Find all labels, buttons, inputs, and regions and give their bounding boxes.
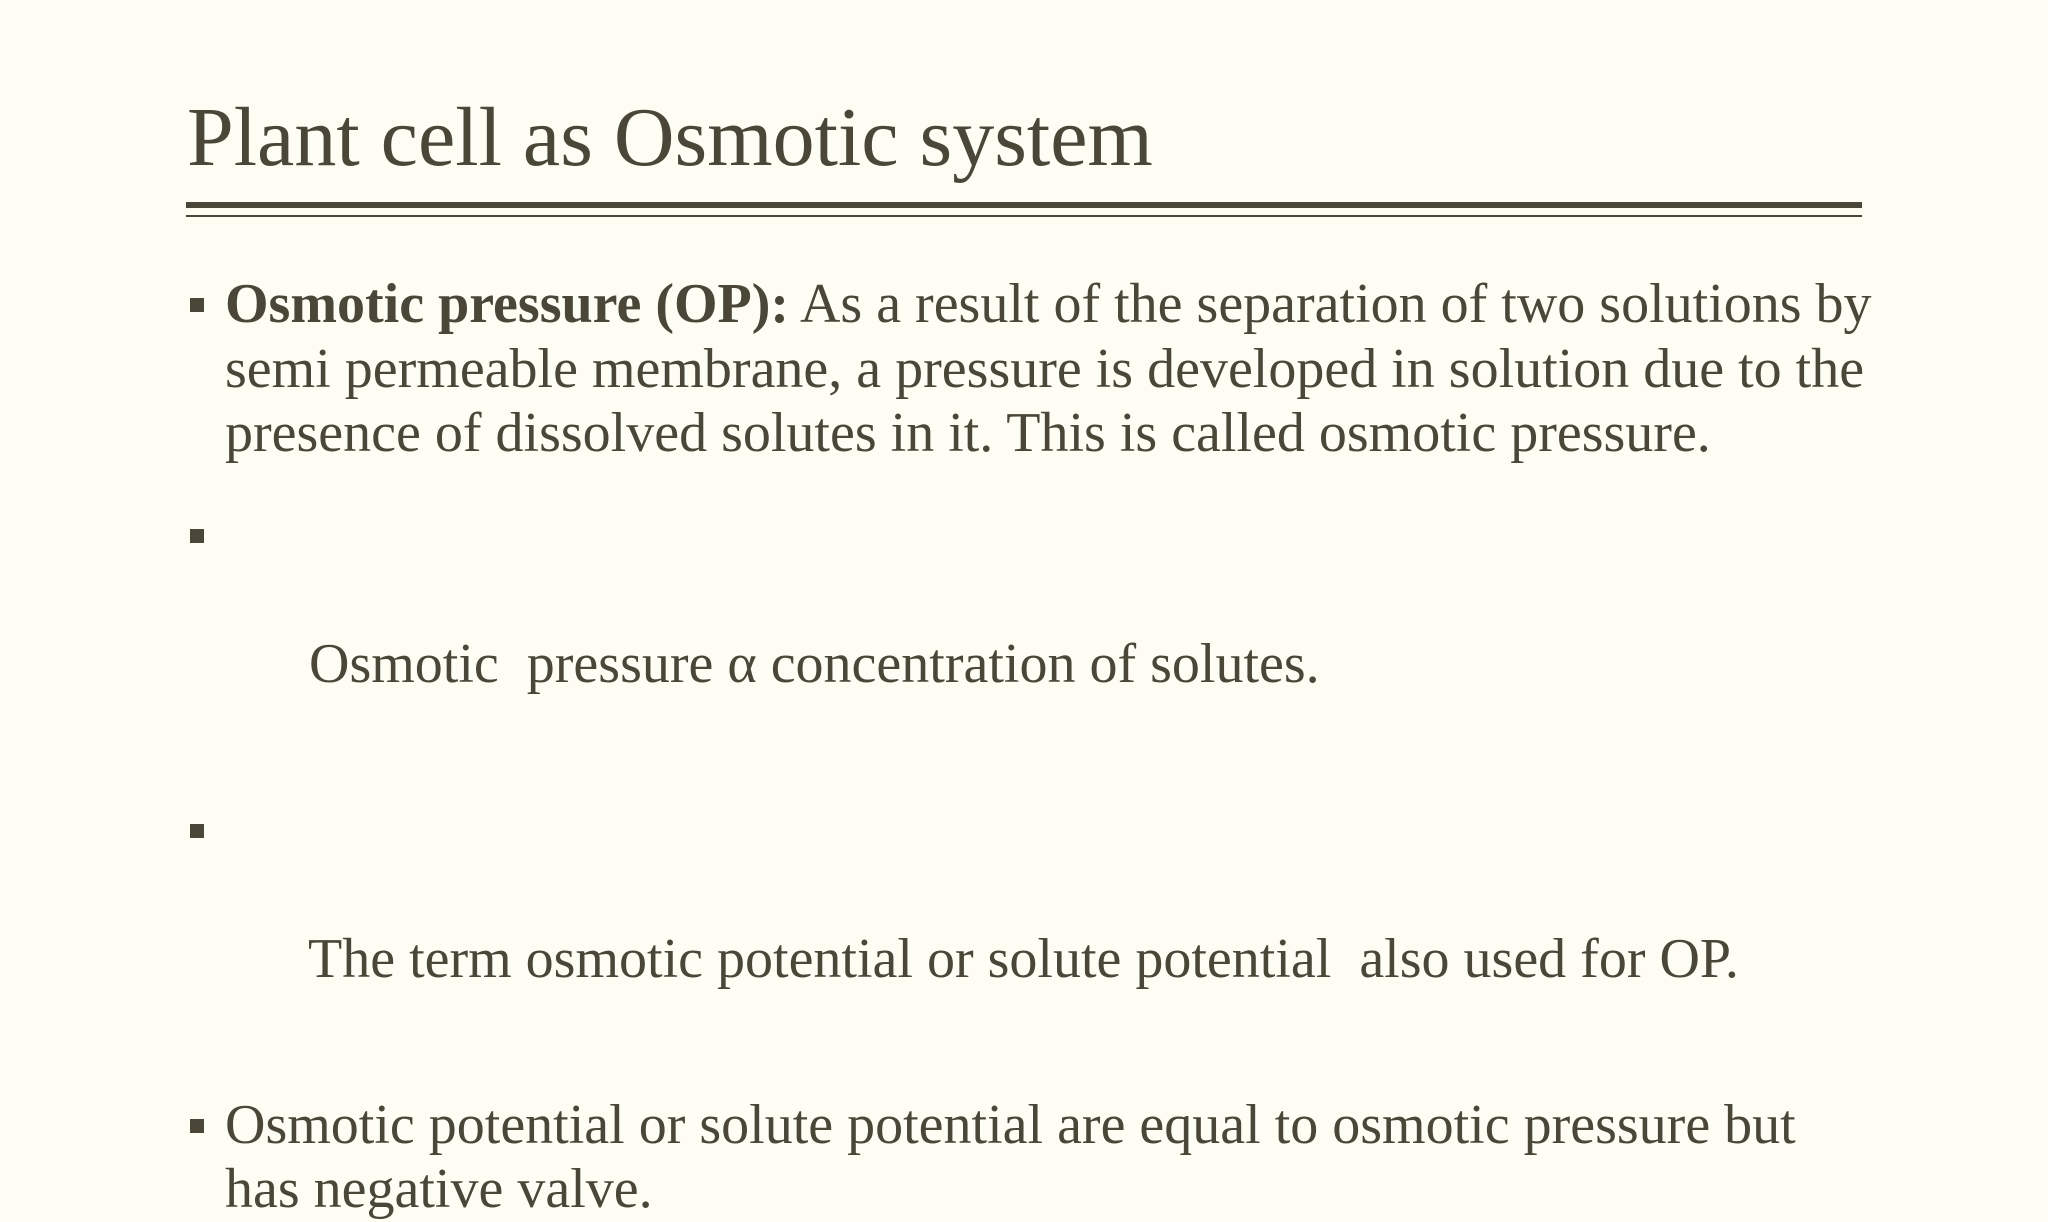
title-divider-thick xyxy=(186,202,1862,208)
bullet-item xyxy=(186,272,1876,466)
square-bullet-icon xyxy=(190,298,204,312)
title-divider-thin xyxy=(186,215,1862,217)
square-bullet-icon xyxy=(190,824,204,838)
bullet-text: Osmotic potential or solute potential are equal to osmotic pressure but has negative valve. xyxy=(225,1093,1796,1220)
square-bullet-icon xyxy=(190,1119,204,1133)
bullet-term: Osmotic pressure (OP): xyxy=(225,273,790,335)
bullet-item xyxy=(186,1093,1876,1222)
bullet-text: As a result of the separation of two solutions by semi permeable membrane, a pressure is developed in solution due to the presence of dissolved solutes in it. This is called osmotic pressure. xyxy=(225,273,1872,464)
bullet-item xyxy=(186,798,1876,1056)
bullet-item xyxy=(186,503,1876,761)
slide-title: Plant cell as Osmotic system xyxy=(187,91,1153,184)
bullet-list xyxy=(186,272,1876,1222)
bullet-text: Osmotic pressure α concentration of solutes. xyxy=(309,632,1320,695)
square-bullet-icon xyxy=(190,529,204,543)
bullet-text: The term osmotic potential or solute potential also used for OP. xyxy=(308,927,1739,990)
